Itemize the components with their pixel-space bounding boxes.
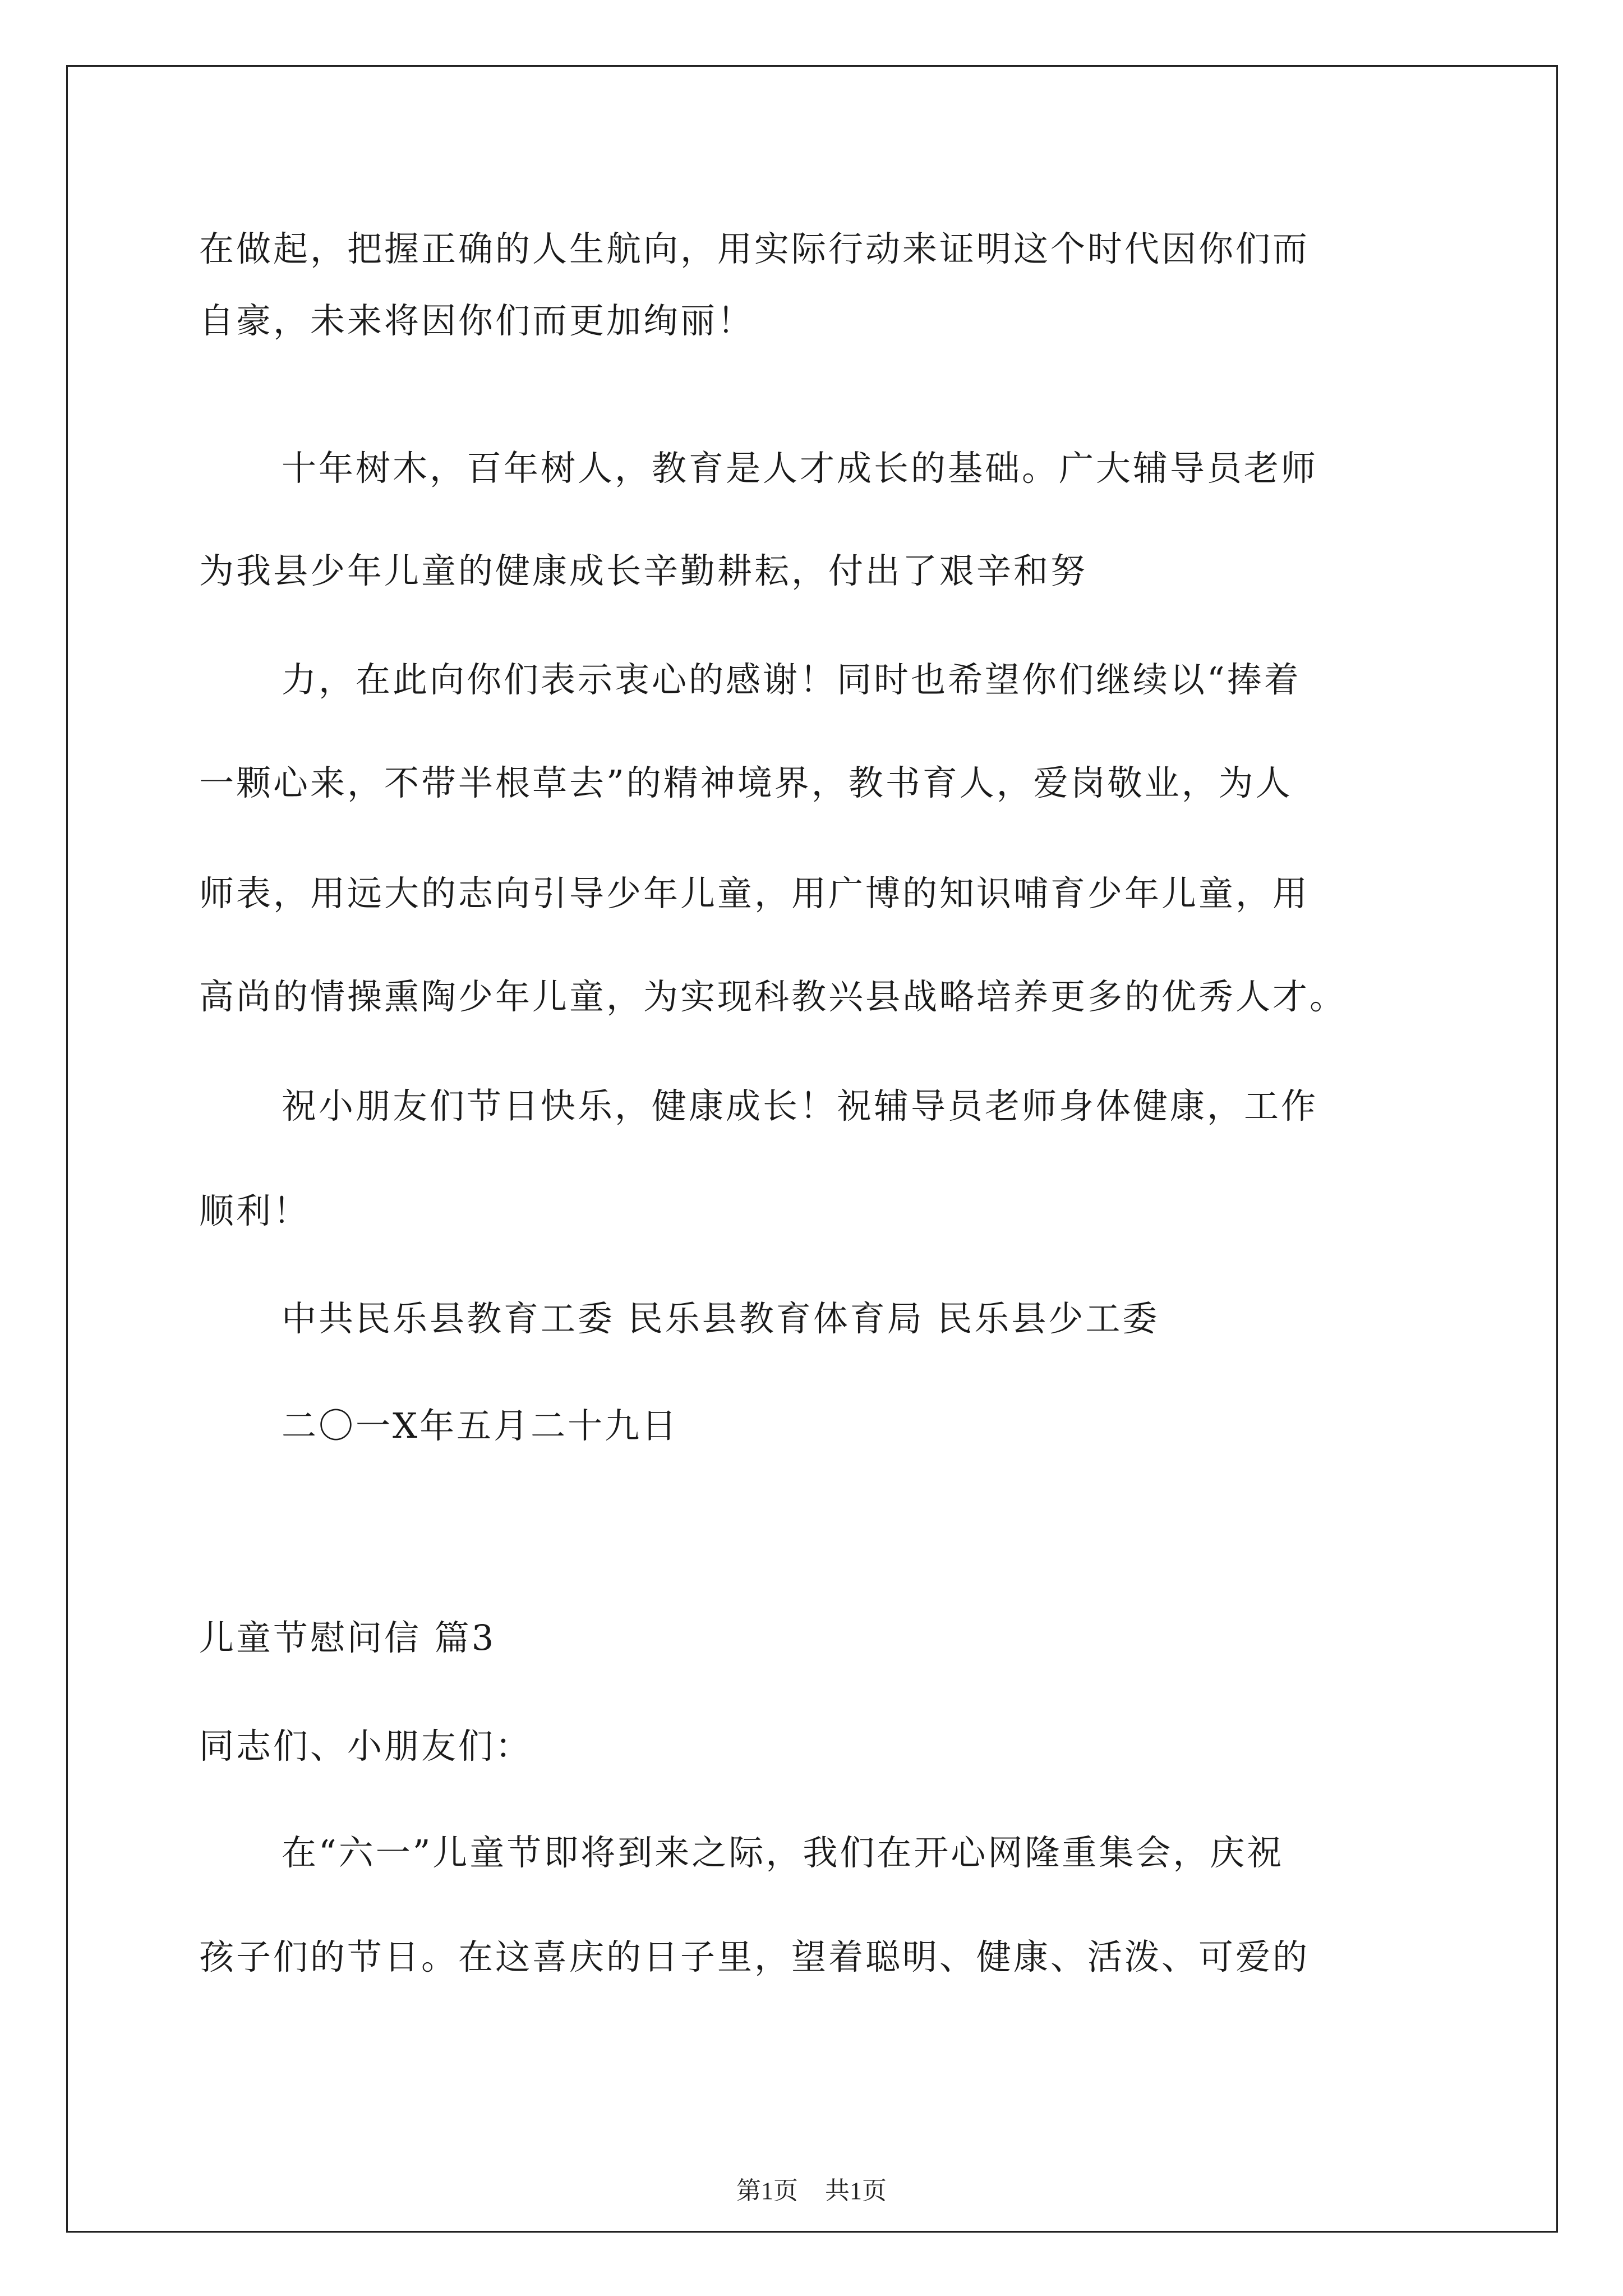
body-line-5: 力，在此向你们表示衷心的感谢！同时也希望你们继续以“捧着: [282, 659, 1301, 700]
page-footer: [0, 2175, 1623, 2207]
signature-line: 中共民乐县教育工委 民乐县教育体育局 民乐县少工委: [282, 1298, 1160, 1339]
body-line-3: 十年树木，百年树人，教育是人才成长的基础。广大辅导员老师: [282, 448, 1318, 489]
body-line-12: 孩子们的节日。在这喜庆的日子里，望着聪明、健康、活泼、可爱的: [199, 1936, 1310, 1977]
body-line-6: 一颗心来，不带半根草去”的精神境界，教书育人，爱岗敬业，为人: [199, 762, 1293, 803]
page-border: [66, 65, 1558, 2233]
page-total-label: 共1页: [825, 2177, 887, 2205]
salutation-line: 同志们、小朋友们：: [199, 1726, 533, 1766]
body-line-10: 顺利！: [199, 1190, 311, 1231]
body-line-1: 在做起，把握正确的人生航向，用实际行动来证明这个时代因你们而: [199, 228, 1310, 269]
page-current-label: 第1页: [736, 2177, 798, 2205]
section-heading: 儿童节慰问信 篇3: [199, 1617, 496, 1658]
date-line: 二〇一X年五月二十九日: [282, 1405, 679, 1446]
body-line-11: 在“六一”儿童节即将到来之际，我们在开心网隆重集会，庆祝: [282, 1832, 1284, 1873]
body-line-8: 高尚的情操熏陶少年儿童，为实现科教兴县战略培养更多的优秀人才。: [199, 976, 1347, 1017]
body-line-2: 自豪，未来将因你们而更加绚丽！: [199, 300, 755, 341]
body-line-4: 为我县少年儿童的健康成长辛勤耕耘，付出了艰辛和努: [199, 550, 1088, 591]
body-line-7: 师表，用远大的志向引导少年儿童，用广博的知识哺育少年儿童，用: [199, 873, 1310, 914]
body-line-9: 祝小朋友们节日快乐，健康成长！祝辅导员老师身体健康，工作: [282, 1085, 1318, 1126]
